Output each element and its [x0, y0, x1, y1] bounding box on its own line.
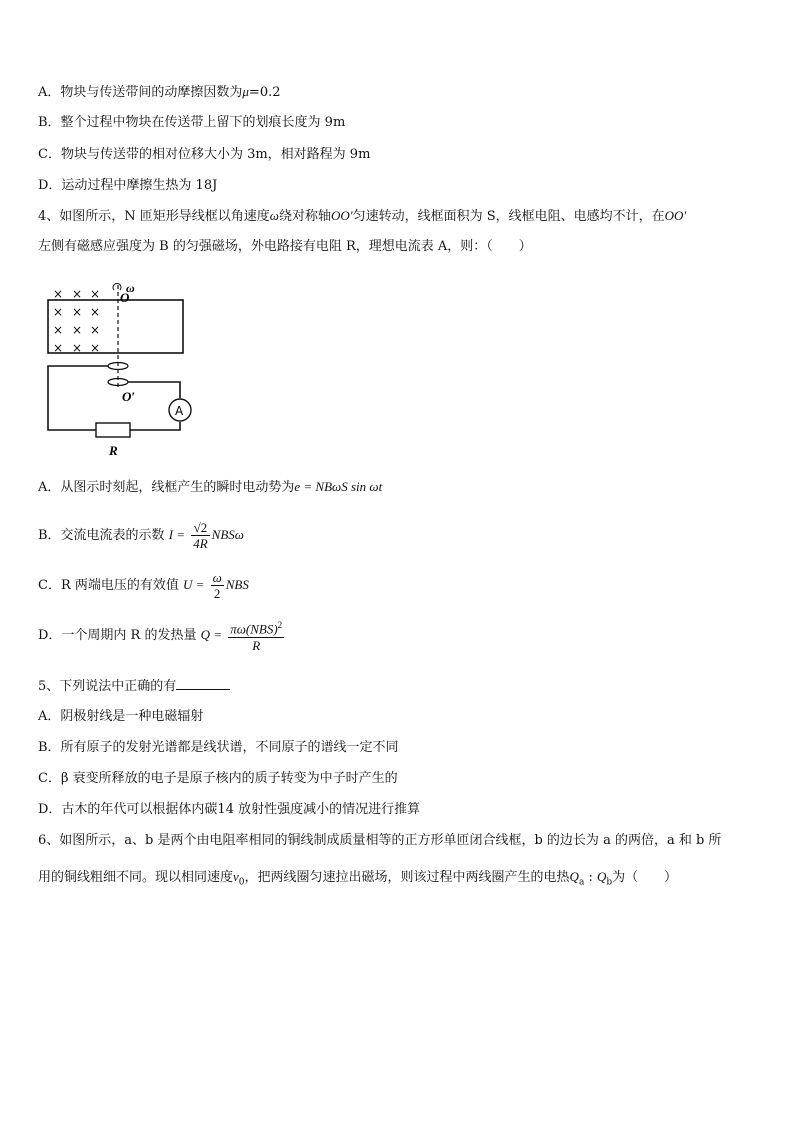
- q4-option-d-denominator: R: [252, 637, 261, 653]
- svg-text:×: ×: [90, 341, 101, 355]
- q5-stem-text: 5、下列说法中正确的有: [38, 679, 177, 694]
- q4-option-c-rest: NBS: [225, 577, 249, 592]
- q5-stem: [38, 677, 230, 696]
- q4-option-b: [38, 518, 244, 553]
- q4-stem-text-3: 匀速转动，线框面积为 S，线框电阻、电感均不计，在: [352, 209, 665, 224]
- q4-option-d-fraction: [228, 618, 284, 652]
- circuit-wire-left: [48, 366, 108, 430]
- q4-option-a-formula: e = NBωS sin ωt: [294, 479, 383, 494]
- heat-subscript-b: b: [606, 877, 613, 888]
- svg-text:×: ×: [72, 287, 83, 301]
- svg-text:×: ×: [72, 341, 83, 355]
- q3-option-a: [38, 83, 281, 102]
- magnetic-field-crosses: [53, 287, 100, 355]
- q4-circuit-figure: [38, 280, 198, 460]
- q6-stem-line1: 6、如图所示，a、b 是两个由电阻率相同的铜线制成质量相等的正方形单匝闭合线框，b 的边长为 a 的两倍，a 和 b 所: [38, 833, 722, 848]
- svg-text:×: ×: [90, 323, 101, 337]
- q4-option-b-text: B．交流电流表的示数: [38, 528, 165, 543]
- ratio-colon: :: [584, 870, 597, 885]
- rotation-arrow-icon: [113, 283, 121, 290]
- svg-text:×: ×: [53, 287, 64, 301]
- q4-option-c-lhs: U =: [183, 577, 205, 592]
- sqrt-radicand: 2: [200, 520, 208, 535]
- axis-label: OO′: [330, 208, 353, 223]
- q4-option-d-text: D．一个周期内 R 的发热量: [38, 628, 197, 643]
- q4-option-c-text: C．R 两端电压的有效值: [38, 578, 179, 593]
- q5-option-b: B．所有原子的发射光谱都是线状谱，不同原子的谱线一定不同: [38, 740, 399, 755]
- q3-option-d: D．运动过程中摩擦生热为 18J: [38, 178, 218, 193]
- q4-option-d-exponent: 2: [277, 620, 283, 631]
- circuit-wire-right: [128, 382, 180, 398]
- velocity-subscript: 0: [238, 877, 245, 888]
- q3-option-c: C．物块与传送带的相对位移大小为 3m，相对路程为 9m: [38, 147, 371, 162]
- svg-text:×: ×: [90, 287, 101, 301]
- q4-option-c: [38, 568, 249, 603]
- q4-option-d-lhs: Q =: [200, 627, 223, 642]
- circuit-wire-bottom: [130, 422, 180, 430]
- q3-option-b: B．整个过程中物块在传送带上留下的划痕长度为 9m: [38, 115, 346, 130]
- q4-option-d: [38, 618, 286, 653]
- q4-option-a-text: A．从图示时刻起，线框产生的瞬时电动势为: [38, 480, 295, 495]
- q4-stem-text-1: 4、如图所示，N 匝矩形导线框以角速度: [38, 209, 270, 224]
- q6-stem-line2: [38, 868, 677, 892]
- q4-option-b-denominator: 4R: [193, 536, 208, 551]
- heat-symbol-b: Q: [596, 869, 607, 884]
- svg-text:×: ×: [53, 341, 64, 355]
- q6-stem-text-3: 为（ ）: [612, 870, 678, 885]
- svg-text:×: ×: [72, 305, 83, 319]
- q4-option-c-denominator: 2: [213, 586, 221, 601]
- coil-frame: [48, 300, 183, 353]
- q4-option-d-numerator: πω(NBS): [230, 621, 278, 637]
- q5-option-a: A．阴极射线是一种电磁辐射: [38, 709, 204, 724]
- heat-subscript-a: a: [578, 877, 585, 888]
- omega-symbol: ω: [269, 208, 279, 223]
- q4-stem-line2: 左侧有磁感应强度为 B 的匀强磁场，外电路接有电阻 R，理想电流表 A，则：（ ）: [38, 239, 532, 254]
- q3-option-a-value: =0.2: [248, 85, 281, 100]
- svg-text:×: ×: [53, 323, 64, 337]
- label-omega: ω: [126, 281, 135, 295]
- heat-symbol-a: Q: [569, 869, 579, 884]
- q4-stem-line1: [38, 207, 686, 226]
- resistor-icon: [96, 423, 130, 437]
- q5-option-d: D．古木的年代可以根据体内碳14 放射性强度减小的情况进行推算: [38, 802, 421, 817]
- q4-option-b-rest: NBSω: [211, 527, 244, 542]
- mu-symbol: μ: [242, 84, 249, 99]
- q4-option-c-fraction: [211, 570, 224, 601]
- q5-option-c: C．β 衰变所释放的电子是原子核内的质子转变为中子时产生的: [38, 771, 398, 786]
- label-o-prime: O′: [122, 389, 136, 404]
- answer-blank: [176, 677, 230, 690]
- q4-stem-text-2: 绕对称轴: [278, 209, 331, 224]
- q4-option-a: [38, 478, 382, 497]
- q4-option-b-fraction: $\frac{√2}{4R}$: [193, 520, 208, 551]
- svg-text:×: ×: [72, 323, 83, 337]
- axis-label-2: OO′: [664, 208, 687, 223]
- velocity-symbol: v: [233, 869, 239, 884]
- svg-text:×: ×: [53, 305, 64, 319]
- label-r: R: [109, 443, 118, 458]
- q6-stem-text-2: ，把两线圈匀速拉出磁场，则该过程中两线圈产生的电热: [244, 870, 570, 885]
- ammeter-label: A: [175, 404, 184, 418]
- q4-option-c-numerator: ω: [212, 570, 222, 585]
- svg-text:×: ×: [90, 305, 101, 319]
- q4-option-b-lhs: I =: [168, 527, 186, 542]
- q6-stem-text-1: 用的铜线粗细不同。现以相同速度: [38, 870, 234, 885]
- label-o: O: [120, 290, 130, 305]
- q3-option-a-text: A．物块与传送带间的动摩擦因数为: [38, 85, 243, 100]
